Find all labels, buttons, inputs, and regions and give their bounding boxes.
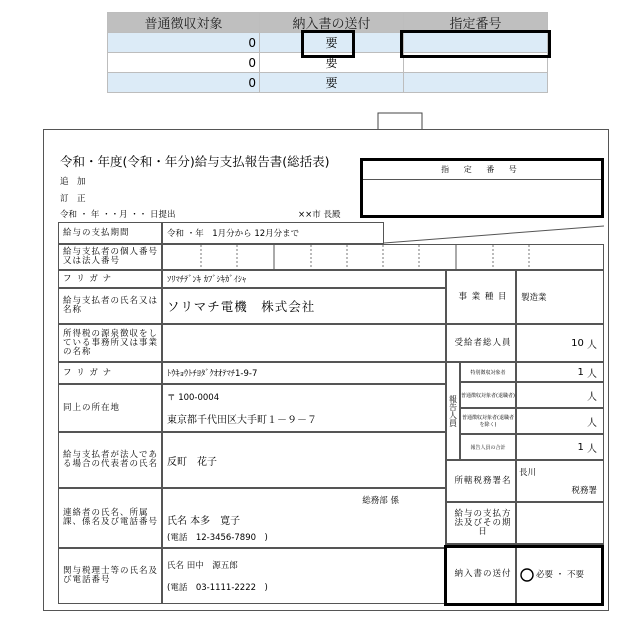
header-number: 指定番号	[404, 13, 548, 33]
contact-dept: 総務部 係	[362, 495, 399, 506]
designated-number-label: 指 定 番 号	[363, 161, 601, 180]
contact-tel: (電話 12-3456-7890 )	[167, 532, 268, 543]
recipients-count: 10	[571, 337, 584, 349]
diagonal-line-icon	[384, 222, 604, 244]
person-unit: 人	[587, 417, 597, 429]
digit-boxes-icon	[163, 245, 603, 269]
office-field[interactable]	[162, 324, 446, 362]
cell-number[interactable]	[404, 73, 548, 93]
address-value: 東京都千代田区大手町１－９－７	[167, 414, 317, 426]
address-furigana[interactable]: ﾄｳｷｮｳﾄﾁﾖﾀﾞｸｵｵﾃﾏﾁ1-9-7	[162, 362, 446, 384]
report-row-value[interactable]	[516, 408, 604, 434]
postal-code: 〒 100-0004	[167, 392, 220, 403]
tax-office-field[interactable]	[516, 460, 604, 502]
send-options: 必要 ・ 不要	[536, 570, 584, 580]
person-unit: 人	[587, 391, 597, 403]
report-row-label: 報告人員の合計	[460, 434, 516, 460]
report-row-label: 特別徴収対象者	[460, 362, 516, 382]
header-send: 納入書の送付	[260, 13, 404, 33]
report-row-value[interactable]	[516, 382, 604, 408]
number-cell-highlight	[400, 30, 551, 58]
correct-label: 訂 正	[60, 194, 86, 204]
tax-office-top: 長川	[519, 468, 537, 478]
report-row-value[interactable]	[516, 362, 604, 382]
pay-method-label: 給与の支払方法及びその期日	[446, 502, 516, 544]
furigana-label: フ リ ガ ナ	[58, 270, 162, 288]
furigana-label: フ リ ガ ナ	[58, 362, 162, 384]
report-row-label: 普通徴収対象者(退職者を除く)	[460, 408, 516, 434]
person-unit: 人	[587, 443, 597, 455]
pay-method-field[interactable]	[516, 502, 604, 544]
contact-field[interactable]	[162, 488, 446, 548]
report-count: 1	[577, 366, 584, 378]
cell-send[interactable]: 要	[260, 33, 404, 53]
designated-number-box	[360, 158, 604, 218]
contact-name: 氏名 本多 寛子	[167, 515, 241, 527]
recipients-value[interactable]	[516, 324, 604, 362]
tax-accountant-label: 関与税理士等の氏名及び電話番号	[58, 548, 162, 604]
representative-label: 給与支払者が法人である場合の代表者の氏名	[58, 432, 162, 488]
table-row	[108, 73, 548, 93]
pay-period-value[interactable]: 令和 ・年 1月分から 12月分まで	[162, 222, 384, 244]
add-label: 追 加	[60, 177, 86, 187]
report-row-value[interactable]	[516, 434, 604, 460]
report-label: 報告人員	[446, 362, 460, 460]
tax-accountant-name: 氏名 田中 源五郎	[167, 561, 238, 571]
city-name: ××市 長殿	[298, 210, 341, 220]
payer-number-label: 給与支払者の個人番号又は法人番号	[58, 244, 162, 270]
cell-send[interactable]: 要	[260, 73, 404, 93]
address-field[interactable]	[162, 384, 446, 432]
tax-office-bottom: 税務署	[571, 486, 597, 496]
cell-send[interactable]: 要	[260, 53, 404, 73]
send-cell-highlight	[301, 30, 355, 58]
person-unit: 人	[587, 339, 597, 351]
company-name[interactable]: ソリマチ電機 株式会社	[162, 288, 446, 324]
report-row-label: 普通徴収対象者(退職者)	[460, 382, 516, 408]
report-count: 1	[577, 441, 584, 453]
pay-period-label: 給与の支払期間	[58, 222, 162, 244]
representative-name[interactable]: 反町 花子	[162, 432, 446, 488]
tax-accountant-field[interactable]	[162, 548, 446, 604]
tax-accountant-tel: (電話 03-1111-2222 )	[167, 583, 268, 593]
business-type-label: 事 業 種 目	[446, 270, 516, 324]
salary-report-form	[43, 129, 609, 611]
business-type[interactable]: 製造業	[516, 270, 604, 324]
company-furigana[interactable]: ｿﾘﾏﾁﾃﾞﾝｷ ｶﾌﾞｼｷｶﾞｲｼｬ	[162, 270, 446, 288]
address-label: 同上の所在地	[58, 384, 162, 432]
recipients-label: 受給者総人員	[446, 324, 516, 362]
submit-date: 令和 ・ 年 ・・月 ・・ 日提出	[60, 210, 176, 220]
header-target: 普通徴収対象	[108, 13, 260, 33]
office-label: 所得税の源泉徴収をしている事務所又は事業の名称	[58, 324, 162, 362]
send-field-highlight	[444, 545, 604, 606]
person-unit: 人	[587, 368, 597, 380]
form-title: 令和・年度(令和・年分)給与支払報告書(総括表)	[60, 154, 330, 169]
contact-label: 連絡者の氏名、所属課、係名及び電話番号	[58, 488, 162, 548]
payer-number-field[interactable]	[162, 244, 604, 270]
cell-target[interactable]: 0	[108, 33, 260, 53]
cell-target[interactable]: 0	[108, 53, 260, 73]
designated-number-field[interactable]	[363, 179, 601, 215]
cell-target[interactable]: 0	[108, 73, 260, 93]
payer-name-label: 給与支払者の氏名又は名称	[58, 288, 162, 324]
tax-office-label: 所轄税務署名	[446, 460, 516, 502]
send-label: 納入書の送付	[446, 544, 516, 604]
